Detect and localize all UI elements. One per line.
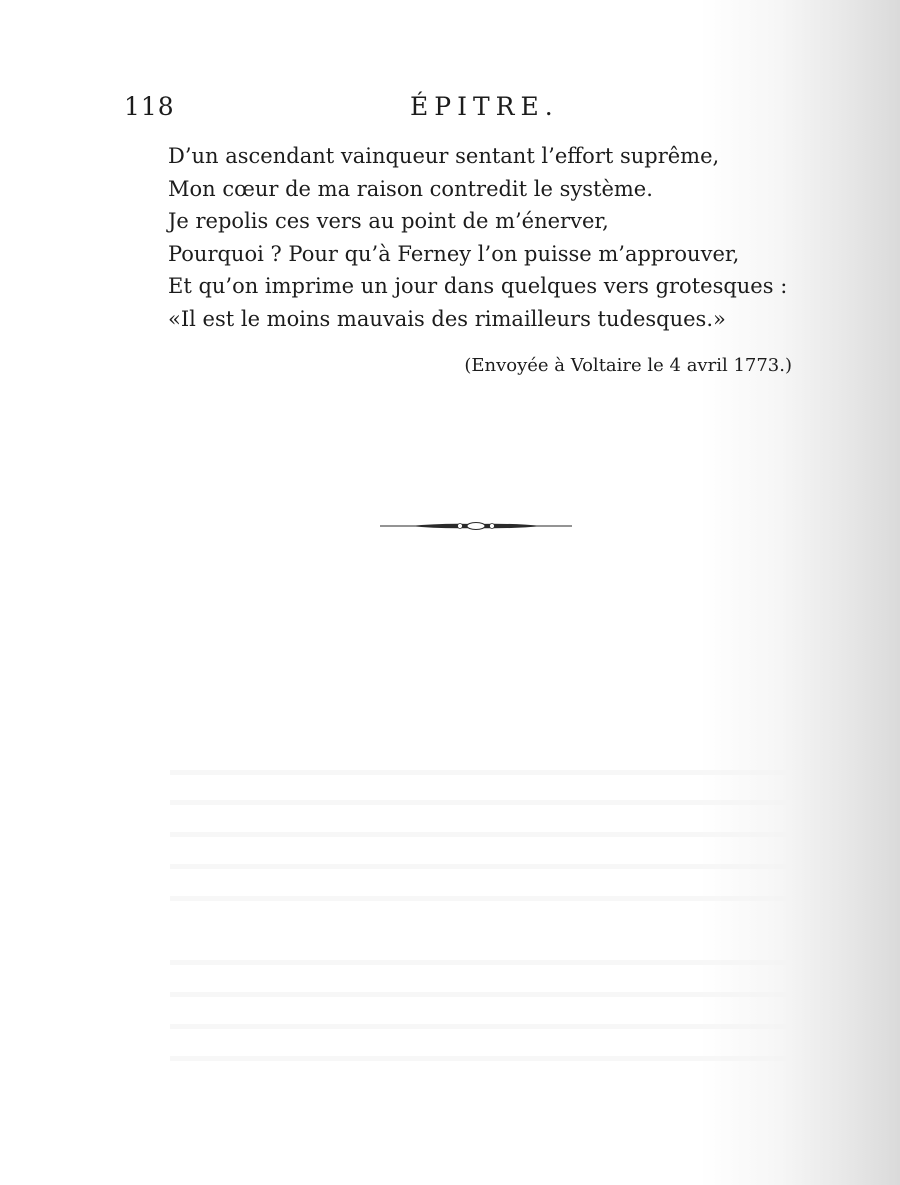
verse-line-6: «Il est le moins mauvais des rimailleurs tudesques.»: [168, 306, 726, 331]
bleed-through-line: [170, 800, 790, 805]
bleed-through-line: [170, 992, 790, 997]
bleed-through-line: [170, 1056, 790, 1061]
verse-line-3: Je repolis ces vers au point de m’énerver,: [168, 209, 609, 233]
dateline: (Envoyée à Voltaire le 4 avril 1773.): [464, 355, 792, 376]
page-number: 118: [124, 92, 175, 121]
poem-body: [168, 140, 808, 335]
bleed-through-line: [170, 832, 790, 837]
tail-piece-ornament-icon: [380, 519, 572, 533]
running-title: ÉPITRE.: [410, 92, 559, 121]
bleed-through-line: [170, 896, 790, 901]
bleed-through-line: [170, 770, 790, 775]
verse-line-4: Pourquoi ? Pour qu’à Ferney l’on puisse m’approuver,: [168, 241, 740, 266]
bleed-through-line: [170, 960, 790, 965]
verse-line-2: Mon cœur de ma raison contredit le système.: [168, 176, 653, 201]
verse-line-1: D’un ascendant vainqueur sentant l’effort suprême,: [168, 144, 720, 168]
bleed-through-line: [170, 864, 790, 869]
verse-line-5: Et qu’on imprime un jour dans quelques vers grotesques :: [168, 274, 788, 298]
bleed-through-line: [170, 1024, 790, 1029]
